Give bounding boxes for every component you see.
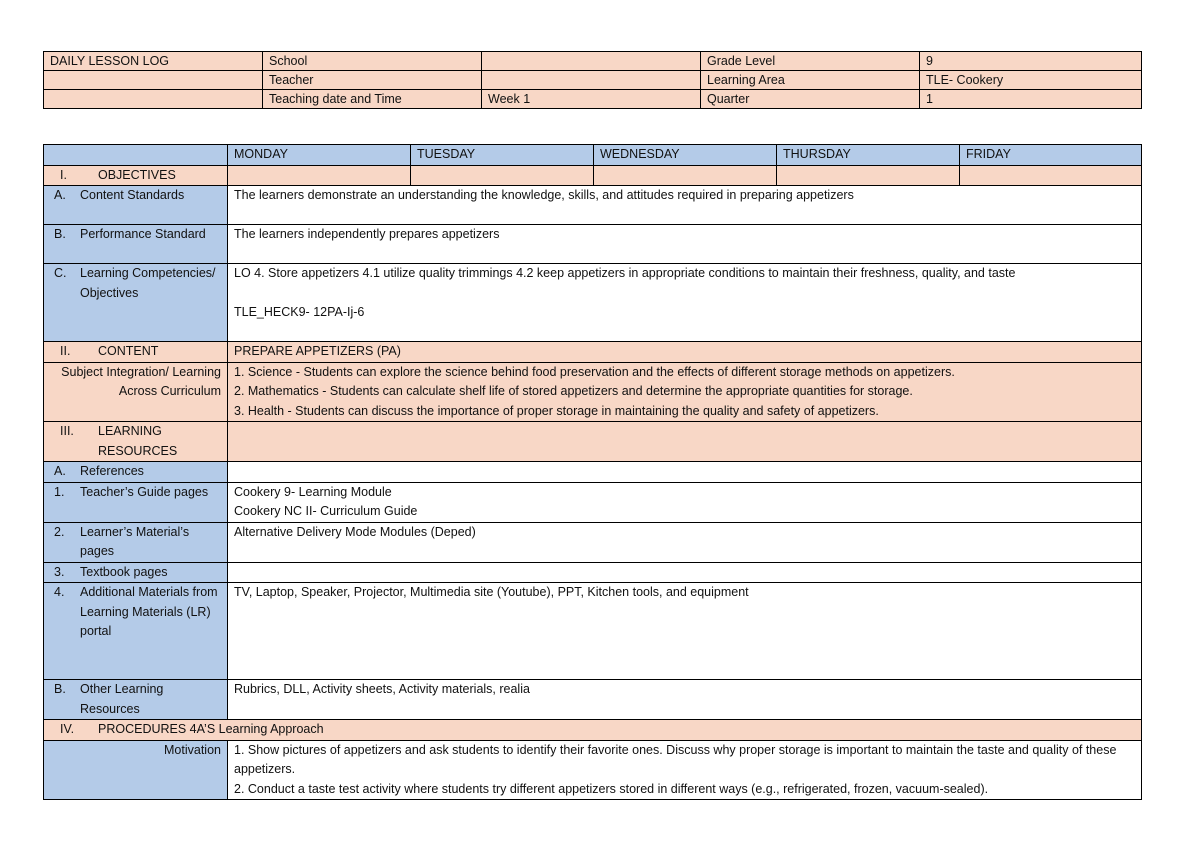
textbook-label-cell bbox=[44, 562, 228, 583]
integration-label: Subject Integration/ Learning Across Curriculum bbox=[44, 362, 228, 422]
quarter-value[interactable]: 1 bbox=[920, 90, 1142, 109]
objectives-monday[interactable] bbox=[228, 165, 411, 186]
learners-material-value[interactable]: Alternative Delivery Mode Modules (Deped) bbox=[228, 522, 1142, 562]
competencies-label-cell bbox=[44, 264, 228, 342]
resources-value[interactable] bbox=[228, 422, 1142, 462]
section-number: IV. bbox=[60, 722, 75, 736]
motivation-label: Motivation bbox=[44, 740, 228, 800]
textbook-label: Textbook pages bbox=[80, 564, 168, 579]
item-number: 2. bbox=[54, 524, 65, 539]
motivation-item: 1. Show pictures of appetizers and ask students to identify their favorite ones. Discuss why proper storage is important to maintain the taste and quality of these appetizers. bbox=[234, 742, 1117, 776]
additional-materials-label: Additional Materials from Learning Materials (LR) portal bbox=[80, 585, 218, 638]
day-wednesday: WEDNESDAY bbox=[594, 145, 777, 166]
performance-standard-label-cell bbox=[44, 225, 228, 264]
item-number: 1. bbox=[54, 484, 65, 499]
competencies-value-cell[interactable] bbox=[228, 264, 1142, 342]
competency-code: TLE_HECK9- 12PA-Ij-6 bbox=[234, 304, 365, 319]
item-letter: A. bbox=[54, 464, 66, 478]
teachers-guide-label: Teacher’s Guide pages bbox=[80, 484, 209, 499]
integration-list[interactable] bbox=[228, 362, 1142, 422]
grade-label: Grade Level bbox=[701, 52, 920, 71]
other-resources-value[interactable]: Rubrics, DLL, Activity sheets, Activity materials, realia bbox=[228, 680, 1142, 720]
day-monday: MONDAY bbox=[228, 145, 411, 166]
day-friday: FRIDAY bbox=[960, 145, 1142, 166]
section-label: LEARNING RESOURCES bbox=[98, 424, 178, 458]
grade-value[interactable]: 9 bbox=[920, 52, 1142, 71]
section-label: CONTENT bbox=[98, 344, 159, 358]
additional-materials-label-cell bbox=[44, 583, 228, 680]
resources-heading bbox=[44, 422, 228, 462]
competencies-label: Learning Competencies/ Objectives bbox=[80, 266, 216, 300]
header-blank bbox=[44, 71, 263, 90]
date-label: Teaching date and Time bbox=[263, 90, 482, 109]
section-number: I. bbox=[60, 167, 67, 182]
date-value[interactable]: Week 1 bbox=[482, 90, 701, 109]
teacher-label: Teacher bbox=[263, 71, 482, 90]
section-number: III. bbox=[60, 424, 74, 438]
objectives-wednesday[interactable] bbox=[594, 165, 777, 186]
school-value[interactable] bbox=[482, 52, 701, 71]
content-standards-value[interactable]: The learners demonstrate an understanding the knowledge, skills, and attitudes required in preparing appetizers bbox=[228, 186, 1142, 225]
objectives-thursday[interactable] bbox=[777, 165, 960, 186]
additional-materials-value[interactable]: TV, Laptop, Speaker, Projector, Multimedia site (Youtube), PPT, Kitchen tools, and equipment bbox=[228, 583, 1142, 680]
references-label: References bbox=[80, 464, 144, 478]
textbook-value[interactable] bbox=[228, 562, 1142, 583]
quarter-label: Quarter bbox=[701, 90, 920, 109]
area-label: Learning Area bbox=[701, 71, 920, 90]
content-standards-label-cell bbox=[44, 186, 228, 225]
teacher-value[interactable] bbox=[482, 71, 701, 90]
item-letter: B. bbox=[54, 227, 66, 241]
teachers-guide-line: Cookery NC II- Curriculum Guide bbox=[234, 504, 418, 518]
references-value[interactable] bbox=[228, 462, 1142, 483]
other-resources-label-cell bbox=[44, 680, 228, 720]
day-header-blank bbox=[44, 145, 228, 166]
teachers-guide-line: Cookery 9- Learning Module bbox=[234, 484, 392, 499]
header-blank bbox=[44, 90, 263, 109]
motivation-item: 2. Conduct a taste test activity where students try different appetizers stored in different ways (e.g., refrigerated, frozen, vacuum-sealed). bbox=[234, 781, 989, 796]
objectives-heading bbox=[44, 165, 228, 186]
objectives-friday[interactable] bbox=[960, 165, 1142, 186]
content-standards-label: Content Standards bbox=[80, 188, 185, 202]
day-tuesday: TUESDAY bbox=[411, 145, 594, 166]
performance-standard-value[interactable]: The learners independently prepares appetizers bbox=[228, 225, 1142, 264]
motivation-list[interactable] bbox=[228, 740, 1142, 800]
procedures-heading bbox=[44, 720, 1142, 741]
competencies-value: LO 4. Store appetizers 4.1 utilize quality trimmings 4.2 keep appetizers in appropriate conditions to maintain their freshness, quality, and taste bbox=[234, 266, 1016, 280]
section-label: OBJECTIVES bbox=[98, 167, 176, 182]
item-number: 3. bbox=[54, 564, 65, 579]
log-title: DAILY LESSON LOG bbox=[44, 52, 263, 71]
content-value[interactable]: PREPARE APPETIZERS (PA) bbox=[228, 342, 1142, 363]
references-label-cell bbox=[44, 462, 228, 483]
header-table bbox=[43, 51, 1142, 109]
objectives-tuesday[interactable] bbox=[411, 165, 594, 186]
school-label: School bbox=[263, 52, 482, 71]
lesson-table bbox=[43, 144, 1142, 800]
item-number: 4. bbox=[54, 585, 65, 599]
integration-item: 1. Science - Students can explore the science behind food preservation and the effects of different storage methods on appetizers. bbox=[234, 364, 955, 379]
area-value[interactable]: TLE- Cookery bbox=[920, 71, 1142, 90]
item-letter: B. bbox=[54, 682, 66, 696]
other-resources-label: Other Learning Resources bbox=[80, 682, 164, 716]
integration-item: 3. Health - Students can discuss the importance of proper storage in maintaining the quality and safety of appetizers. bbox=[234, 403, 879, 418]
learners-material-label-cell bbox=[44, 522, 228, 562]
section-number: II. bbox=[60, 344, 71, 358]
section-label: PROCEDURES 4A’S Learning Approach bbox=[98, 722, 324, 736]
integration-item: 2. Mathematics - Students can calculate shelf life of stored appetizers and determine the appropriate quantities for storage. bbox=[234, 384, 913, 398]
content-heading bbox=[44, 342, 228, 363]
teachers-guide-label-cell bbox=[44, 482, 228, 522]
item-letter: C. bbox=[54, 266, 67, 280]
item-letter: A. bbox=[54, 188, 66, 202]
teachers-guide-value[interactable] bbox=[228, 482, 1142, 522]
day-thursday: THURSDAY bbox=[777, 145, 960, 166]
learners-material-label: Learner’s Material’s pages bbox=[80, 524, 190, 558]
performance-standard-label: Performance Standard bbox=[80, 227, 206, 241]
